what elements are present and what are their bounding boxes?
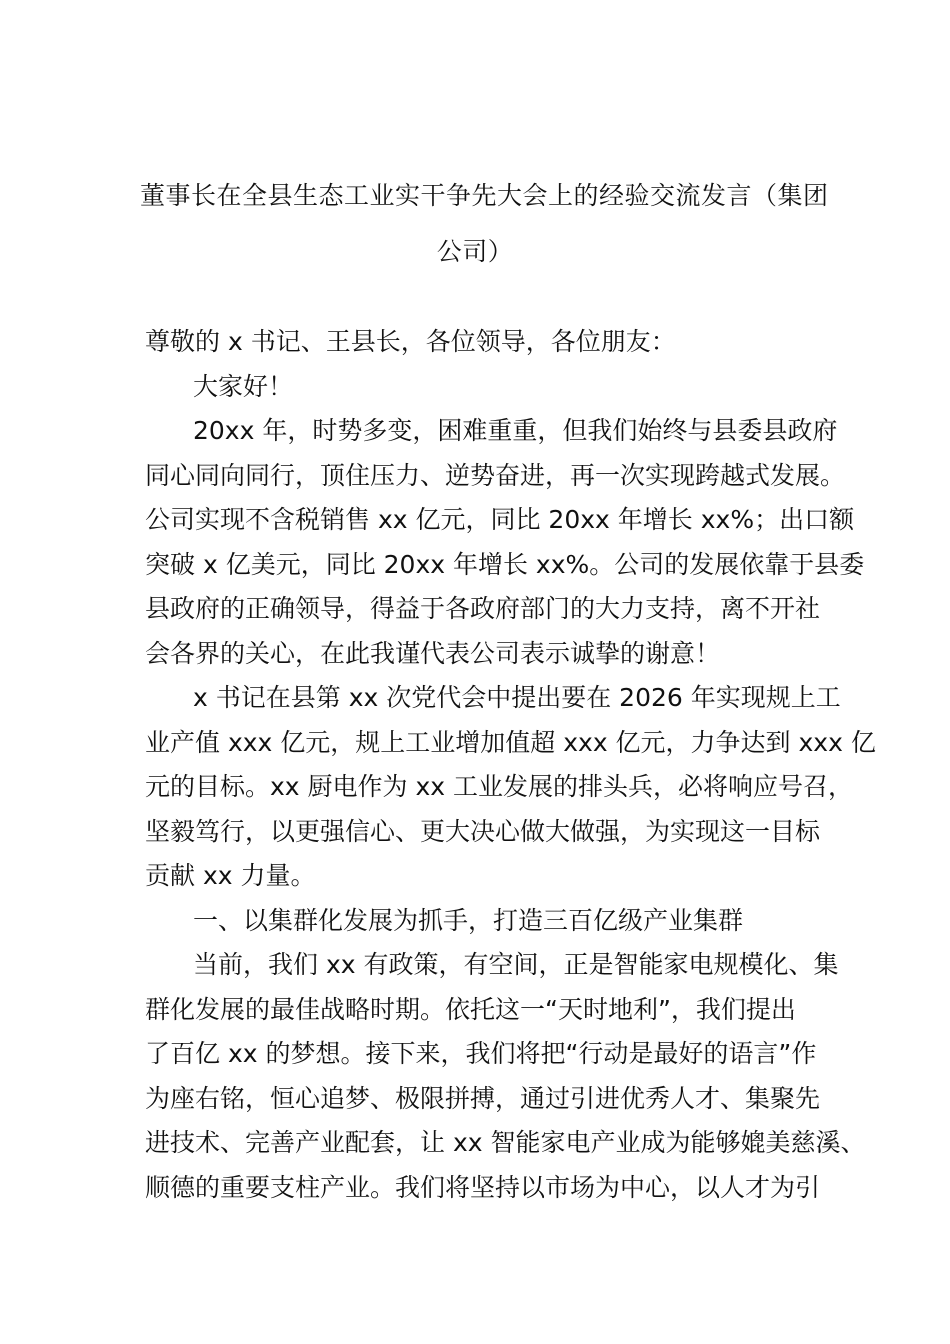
text-line: 县政府的正确领导，得益于各政府部门的大力支持，离不开社 (145, 594, 821, 623)
paragraph (145, 676, 876, 899)
document-title (140, 168, 829, 280)
greeting-paragraph (145, 320, 825, 365)
title-line: 公司） (436, 237, 514, 266)
heading-line: 一、以集群化发展为抓手，打造三百亿级产业集群 (193, 905, 744, 935)
text-line: 进技术、完善产业配套，让 xx 智能家电产业成为能够媲美慈溪、 (145, 1128, 866, 1157)
text-line: 会各界的关心，在此我谨代表公司表示诚挚的谢意！ (145, 638, 721, 668)
text-line: 业产值 xxx 亿元，规上工业增加值超 xxx 亿元，力争达到 xxx 亿 (145, 727, 876, 757)
text-line: x 书记在县第 xx 次党代会中提出要在 2026 年实现规上工 (193, 683, 841, 712)
text-line: 顺德的重要支柱产业。我们将坚持以市场为中心，以人才为引 (145, 1172, 821, 1202)
text-line: 为座右铭，恒心追梦、极限拼搏，通过引进优秀人才、集聚先 (145, 1083, 821, 1113)
paragraph (145, 409, 865, 676)
text-line: 突破 x 亿美元，同比 20xx 年增长 xx%。公司的发展依靠于县委 (145, 549, 865, 579)
document-body (145, 320, 876, 1210)
text-line: 大家好！ (193, 371, 294, 401)
text-line: 公司实现不含税销售 xx 亿元，同比 20xx 年增长 xx%；出口额 (145, 505, 855, 534)
text-line: 尊敬的 x 书记、王县长，各位领导，各位朋友： (145, 327, 676, 356)
text-line: 同心同向同行，顶住压力、逆势奋进，再一次实现跨越式发展。 (145, 460, 846, 490)
text-line: 元的目标。xx 厨电作为 xx 工业发展的排头兵，必将响应号召， (145, 772, 854, 801)
section-heading (145, 899, 825, 944)
title-line: 董事长在全县生态工业实干争先大会上的经验交流发言（集团 (140, 181, 829, 210)
salutation-paragraph (145, 365, 825, 410)
text-line: 了百亿 xx 的梦想。接下来，我们将把“行动是最好的语言”作 (145, 1039, 817, 1068)
text-line: 20xx 年，时势多变，困难重重，但我们始终与县委县政府 (193, 416, 838, 445)
text-line: 当前，我们 xx 有政策，有空间，正是智能家电规模化、集 (193, 950, 839, 979)
paragraph (145, 943, 866, 1210)
text-line: 群化发展的最佳战略时期。依托这一“天时地利”，我们提出 (145, 994, 796, 1024)
text-line: 贡献 xx 力量。 (145, 861, 316, 890)
text-line: 坚毅笃行，以更强信心、更大决心做大做强，为实现这一目标 (145, 816, 821, 846)
